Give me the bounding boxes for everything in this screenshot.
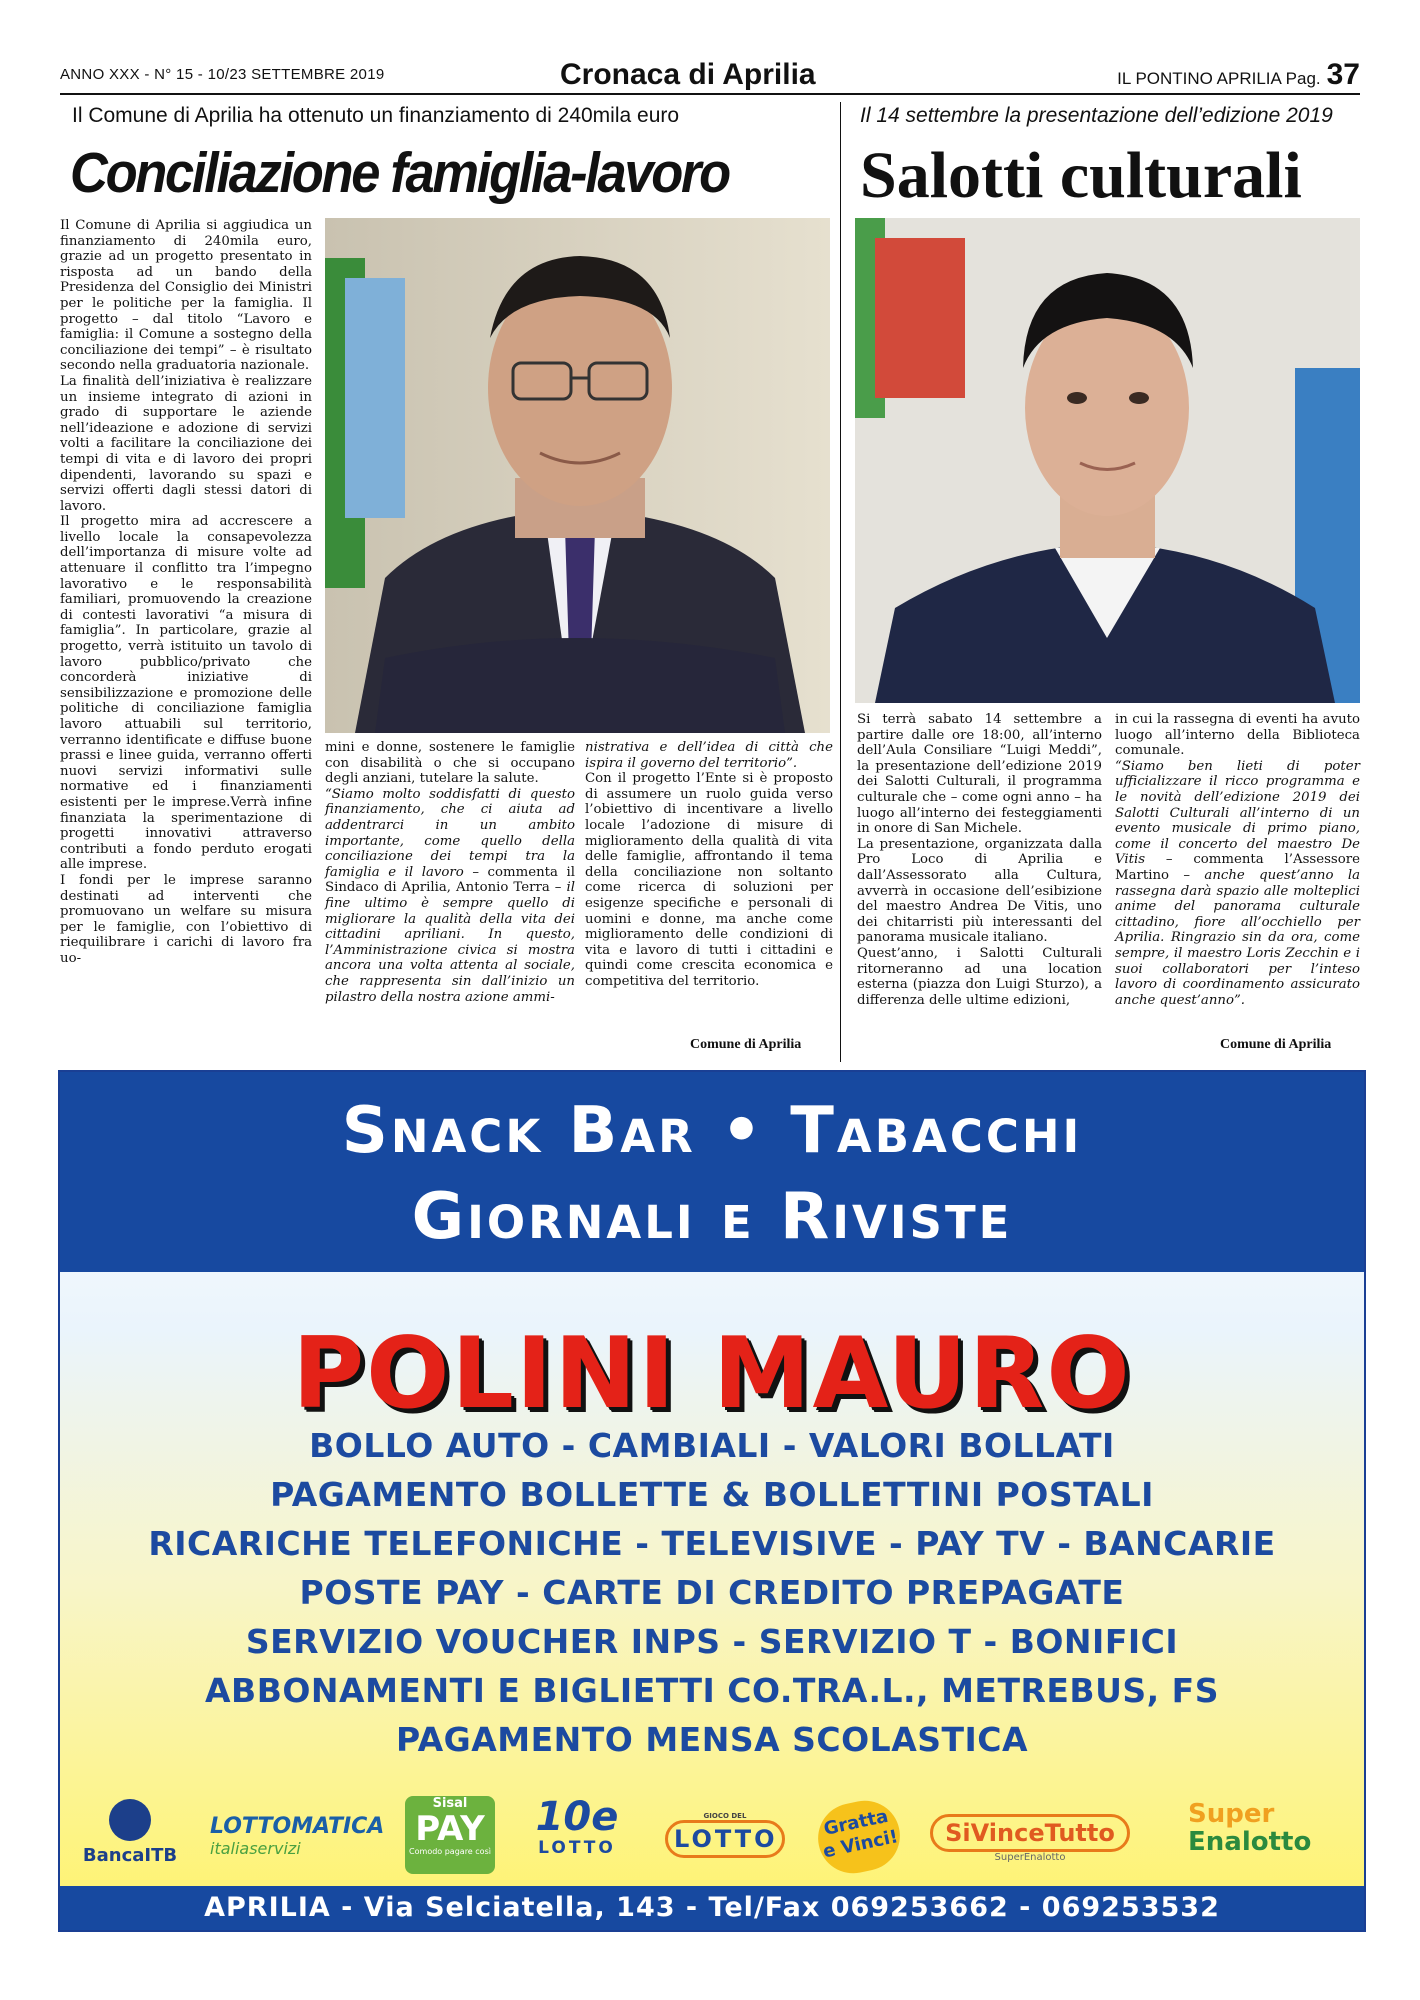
lotto-logo <box>665 1812 785 1858</box>
left-kicker: Il Comune di Aprilia ha ottenuto un finanziamento di 240mila euro <box>72 104 680 127</box>
quote-text: il fine ultimo è sempre quello di migliorare la qualità della vita dei cittadini apriliani. In questo, l’Amministrazione civica si mostra ancora una volta attenta al sociale, che rappresenta sin dall’inizio un pilastro della nostra azione ammi- <box>325 880 575 1005</box>
quote-text: “Siamo ben lieti di poter ufficializzare il ricco programma e le novità dell’edizione 2019 dei Salotti Culturali all’interno di un evento musicale di primo piano, come il concerto del maestro De Vitis <box>1115 758 1360 868</box>
paragraph <box>325 740 575 787</box>
lottomatica-sub: italiaservizi <box>210 1839 301 1858</box>
enalotto-label: Enalotto <box>1188 1827 1312 1857</box>
service-line: PAGAMENTO BOLLETTE & BOLLETTINI POSTALI <box>270 1475 1154 1514</box>
paragraph: La presentazione, organizzata dalla Pro Loco di Aprilia e dall’Assessorato alla Cultura, avverrà in occasione dell’esibizione del maestro Andrea De Vitis, uno dei chitarristi più interessanti del panorama musicale italiano. <box>857 836 1102 946</box>
gratta-vinci-logo: Gratta e Vinci! <box>812 1794 907 1880</box>
banca-itb-icon <box>109 1799 151 1841</box>
lottomatica-logo <box>210 1814 385 1858</box>
right-headline: Salotti culturali <box>860 139 1302 212</box>
paragraph: Quest’anno, i Salotti Culturali ritorneranno ad una location esterna (piazza don Luigi Sturzo), a differenza delle ultime edizioni, <box>857 945 1102 1008</box>
sivince-sub: SuperEnalotto <box>994 1852 1066 1863</box>
right-kicker: Il 14 settembre la presentazione dell’edizione 2019 <box>860 104 1333 127</box>
super-label: Super <box>1188 1799 1275 1829</box>
left-article-col1 <box>60 218 312 967</box>
assessore-portrait-illustration <box>855 218 1360 703</box>
quote-text: nistrativa e dell’idea di città che ispira il governo del territorio”. <box>585 740 833 771</box>
10elotto-label: 10e <box>535 1794 619 1840</box>
left-article-col2 <box>325 740 575 1005</box>
right-article-col1 <box>857 712 1102 1008</box>
paragraph <box>1115 759 1360 1009</box>
ad-footer-address: APRILIA - Via Selciatella, 143 - Tel/Fax 069253662 - 069253532 <box>60 1886 1364 1930</box>
service-line: BOLLO AUTO - CAMBIALI - VALORI BOLLATI <box>309 1426 1115 1465</box>
service-line: PAGAMENTO MENSA SCOLASTICA <box>395 1720 1029 1759</box>
publication-info <box>1117 58 1360 92</box>
pay-sub: Comodo pagare così <box>409 1847 491 1856</box>
mayor-photo <box>325 218 830 733</box>
superenalotto-logo <box>1188 1800 1318 1856</box>
sisal-label: Sisal <box>432 1796 468 1811</box>
ad-header-band <box>60 1072 1364 1272</box>
lotto-label: LOTTO <box>665 1820 785 1858</box>
paragraph: Il progetto mira ad accrescere a livello locale la consapevolezza dell’importanza di misure volte ad attenuare il conflitto tra l’impegno lavorativo e le responsabilità familiari, promuovendo la creazione di contesti lavorativi “a misura di famiglia”. In particolare, grazie al progetto, verrà istituito un tavolo di lavoro pubblico/privato che concorderà iniziative di sensibilizzazione e promozione delle politiche di conciliazione famiglia lavoro attuabili sul territorio, verranno identificate e diffuse buone prassi e linee guida, verranno offerti nuovi servizi informativi sulle normative ed i finanziamenti esistenti per le imprese.Verrà infine finanziata la sperimentazione di progetti innovativi attraverso contributi a fondo perduto erogati alle imprese. <box>60 514 312 873</box>
page-number: 37 <box>1326 58 1360 91</box>
text-run: – commenta l’Assessore Martino – <box>1115 852 1360 883</box>
sisal-pay-logo <box>405 1796 495 1874</box>
section-title: Cronaca di Aprilia <box>560 58 816 91</box>
left-article-col3 <box>585 740 833 990</box>
ad-business-name: POLINI MAURO <box>292 1317 1132 1431</box>
service-line: ABBONAMENTI E BIGLIETTI CO.TRA.L., METREBUS, FS <box>205 1671 1219 1710</box>
text-run: mini e donne, sostenere le famiglie con disabilità o che si occupano degli anziani, tutelare la salute. <box>325 740 575 787</box>
paragraph: La finalità dell’iniziativa è realizzare un insieme integrato di azioni in grado di supportare le aziende nell’ideazione e adozione di servizi volti a facilitare la conciliazione dei tempi di vita e di lavoro dei propri dipendenti, lavorando su spazi e servizi offerti dagli stessi datori di lavoro. <box>60 373 312 514</box>
quote-text: anche quest’anno la rassegna darà spazio alle molteplici anime del panorama culturale cittadino, fiore all’occhiello per Aprilia. Ringrazio sin da ora, come sempre, il maestro Loris Zecchin e i suoi collaboratori per l’inteso lavoro di coordinamento assicurato anche quest’anno”. <box>1115 867 1361 1008</box>
mayor-portrait-illustration <box>325 218 830 733</box>
lotto-small: GIOCO DEL <box>703 1812 747 1820</box>
ad-line-giornali: Giornali e Riviste <box>411 1180 1013 1254</box>
left-signature: Comune di Aprilia <box>690 1037 802 1052</box>
banca-itb-logo <box>80 1799 180 1866</box>
lottomatica-label: LOTTOMATICA <box>210 1814 385 1839</box>
partner-logos <box>60 1794 1364 1886</box>
10elotto-logo <box>522 1796 632 1858</box>
column-divider <box>840 102 841 1062</box>
publication-name: IL PONTINO APRILIA Pag. <box>1117 69 1321 88</box>
service-line: SERVIZIO VOUCHER INPS - SERVIZIO T - BONIFICI <box>245 1622 1179 1661</box>
10elotto-sub: LOTTO <box>538 1838 616 1858</box>
paragraph: Si terrà sabato 14 settembre a partire dalle ore 18:00, all’interno dell’Aula Consiliare “Luigi Meddi”, la presentazione dell’edizione 2019 dei Salotti Culturali, il programma culturale che – come ogni anno – ha luogo all’interno dei festeggiamenti in onore di San Michele. <box>857 712 1102 837</box>
paragraph: in cui la rassegna di eventi ha avuto luogo all’interno della Biblioteca comunale. <box>1115 712 1360 759</box>
issue-line: ANNO XXX - N° 15 - 10/23 SETTEMBRE 2019 <box>60 66 385 83</box>
ad-line-snackbar: Snack Bar • Tabacchi <box>341 1094 1083 1168</box>
paragraph <box>325 787 575 1005</box>
paragraph <box>585 740 833 771</box>
header-rule <box>60 93 1360 95</box>
banca-itb-label: BancaITB <box>82 1845 178 1866</box>
pay-label: PAY <box>415 1809 485 1849</box>
left-headline: Conciliazione famiglia-lavoro <box>70 141 729 205</box>
sivince-label: SiVinceTutto <box>930 1814 1130 1852</box>
right-signature: Comune di Aprilia <box>1220 1037 1332 1052</box>
text-run: – commenta il Sindaco di Aprilia, Antonio Terra – <box>325 864 575 896</box>
paragraph: Con il progetto l’Ente si è proposto di assumere un ruolo guida verso l’obiettivo di incentivare a livello locale l’adozione di misure di miglioramento della qualità di vita delle famiglie, affrontando il tema della conciliazione non soltanto come ricerca di soluzioni per esigenze specifiche e personali di uomini e donne, ma anche come miglioramento delle condizioni di vita e lavoro di tutti i cittadini e quindi come crescita economica e competitiva del territorio. <box>585 771 833 989</box>
paragraph: Il Comune di Aprilia si aggiudica un finanziamento di 240mila euro, grazie ad un progetto presentato in risposta ad un bando della Presidenza del Consiglio dei Ministri per le politiche per la famiglia. Il progetto – dal titolo “Lavoro e famiglia: il Comune a sostegno della conciliazione dei tempi” – è risultato secondo nella graduatoria nazionale. <box>60 218 312 374</box>
service-line: POSTE PAY - CARTE DI CREDITO PREPAGATE <box>299 1573 1125 1612</box>
service-line: RICARICHE TELEFONICHE - TELEVISIVE - PAY TV - BANCARIE <box>148 1524 1276 1563</box>
assessore-photo <box>855 218 1360 703</box>
paragraph: I fondi per le imprese saranno destinati ad interventi che promuovano un welfare su misura per le famiglie, con l’obiettivo di riequilibrare i carichi di lavoro fra uo- <box>60 872 312 966</box>
sivincetutto-logo <box>930 1814 1130 1863</box>
advertisement <box>58 1070 1366 1932</box>
right-article-col2 <box>1115 712 1360 1008</box>
quote-text: “Siamo molto soddisfatti di questo finanziamento, che ci aiuta ad addentrarci in un ambito importante, come quello della conciliazione dei tempi tra la famiglia e il lavoro <box>325 786 575 880</box>
